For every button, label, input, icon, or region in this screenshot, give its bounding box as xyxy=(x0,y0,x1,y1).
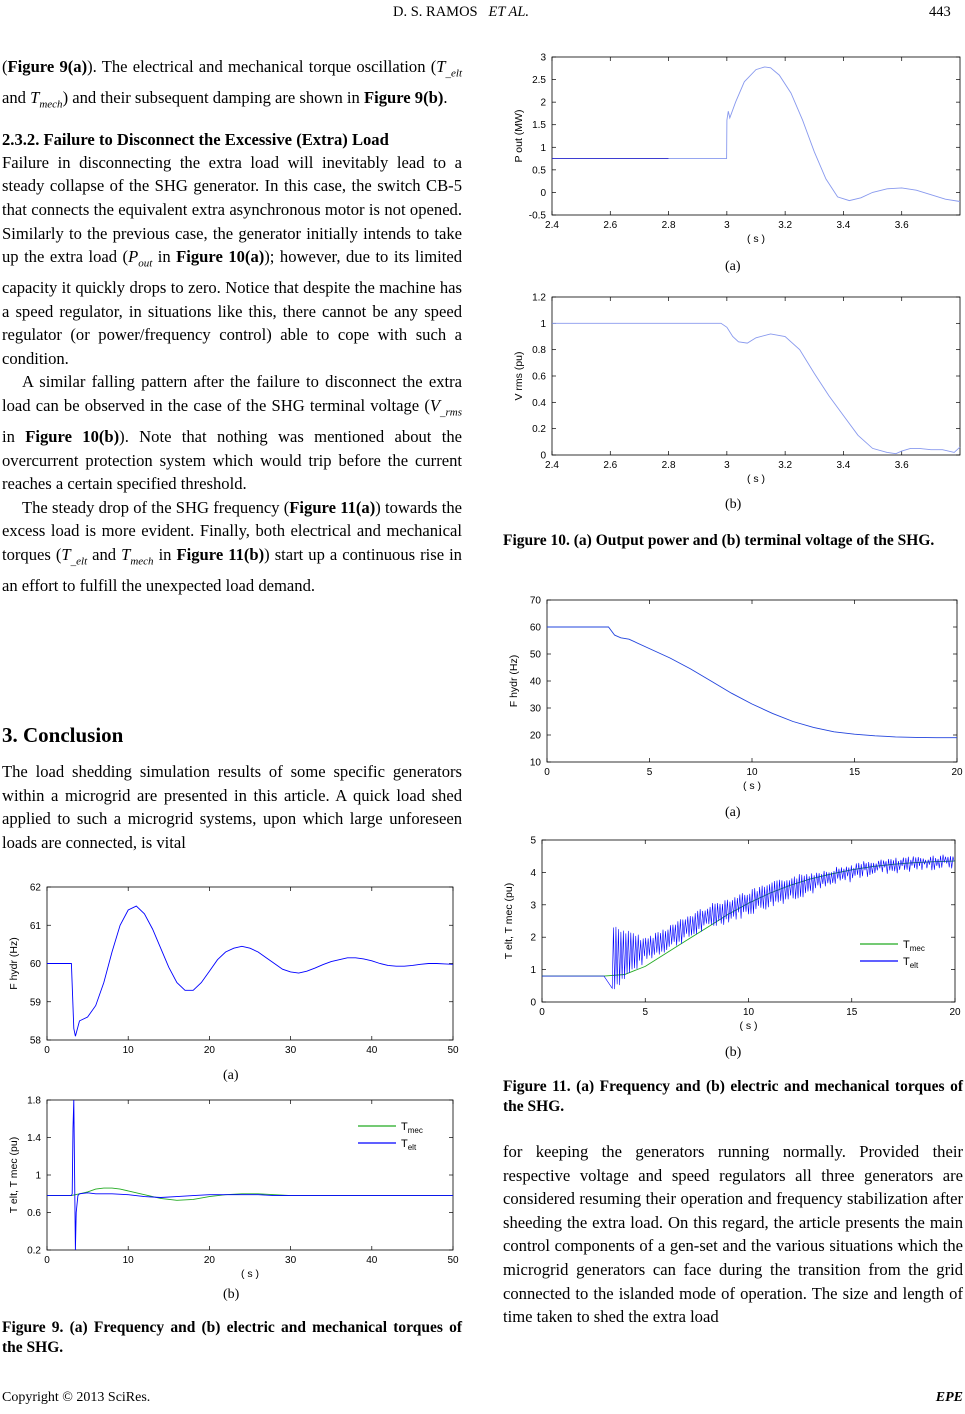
y-tick-label: 50 xyxy=(529,649,541,661)
y-tick-label: 2.5 xyxy=(532,75,546,87)
y-tick-label: 1 xyxy=(35,1170,41,1182)
y-tick-label: -0.5 xyxy=(528,210,546,222)
y-axis-label: P out (MW) xyxy=(513,109,525,163)
x-axis-label: ( s ) xyxy=(742,780,762,792)
x-tick-label: 3 xyxy=(724,220,730,231)
x-tick-label: 0 xyxy=(44,1255,50,1266)
y-tick-label: 30 xyxy=(529,703,541,715)
x-tick-label: 20 xyxy=(203,1045,215,1056)
x-tick-label: 15 xyxy=(846,1007,858,1018)
x-tick-label: 2.8 xyxy=(661,460,676,471)
figure-11a-frequency-chart xyxy=(495,588,965,798)
text-run: ); however, due to its limited capacity it quickly drops to zero. Notice that despite the machine has a speed regulator, in situations like this, there cannot be any speed regulator (or power/frequency control) able to cope with such a condition. xyxy=(2,247,463,368)
x-tick-label: 3.2 xyxy=(778,220,793,231)
section-heading-2-3-2: 2.3.2. Failure to Disconnect the Excessive (Extra) Load xyxy=(2,129,389,149)
text-run: Figure 9(b) xyxy=(363,87,444,107)
text-run: P xyxy=(128,247,139,267)
x-tick-label: 50 xyxy=(447,1045,459,1056)
y-tick-label: 2 xyxy=(530,932,536,944)
y-tick-label: 1.8 xyxy=(27,1095,41,1107)
x-axis-label: ( s ) xyxy=(746,473,766,485)
x-tick-label: 5 xyxy=(642,1007,649,1018)
text-run: mech xyxy=(39,98,63,111)
x-axis-label: ( s ) xyxy=(739,1020,758,1032)
x-tick-label: 20 xyxy=(949,1007,961,1018)
legend-entry: $T_{elt}$ xyxy=(903,956,919,970)
figure-10a-label: (a) xyxy=(725,259,741,274)
text-run: _rms xyxy=(439,406,462,419)
plot-frame xyxy=(47,887,453,1040)
text-run: T xyxy=(30,87,40,107)
y-tick-label: 0.2 xyxy=(27,1245,41,1257)
x-tick-label: 15 xyxy=(848,767,861,778)
y-axis-label: T elt, T mec (pu) xyxy=(8,1136,20,1214)
text-run: ) start up a continuous rise in an effort to fulfill the unexpected load demand. xyxy=(2,544,462,595)
y-tick-label: 3 xyxy=(530,900,536,912)
y-tick-label: 0.2 xyxy=(532,424,546,436)
paragraph-fig9-ref xyxy=(2,55,462,117)
y-tick-label: 60 xyxy=(529,622,541,634)
x-tick-label: 10 xyxy=(122,1255,134,1266)
x-tick-label: 0 xyxy=(544,767,550,778)
paragraph-voltage xyxy=(2,370,462,495)
y-tick-label: 62 xyxy=(29,882,41,894)
x-tick-label: 2.6 xyxy=(603,460,618,471)
y-axis-label: F hydr (Hz) xyxy=(508,654,520,708)
text-run: The steady drop of the SHG frequency ( xyxy=(22,497,290,517)
y-tick-label: 0.8 xyxy=(532,345,546,357)
running-header-authors: D. S. RAMOS ET AL. xyxy=(393,4,530,20)
y-tick-label: 1 xyxy=(530,965,536,977)
text-run: ( xyxy=(2,57,8,76)
figure-9-caption: Figure 9. (a) Frequency and (b) electric and mechanical torques of the SHG. xyxy=(2,1319,462,1356)
text-run: Figure 11(a) xyxy=(289,497,376,517)
figure-10b-label: (b) xyxy=(725,497,742,512)
x-axis-label: ( s ) xyxy=(746,233,766,245)
x-tick-label: 10 xyxy=(746,767,758,778)
x-tick-label: 3.4 xyxy=(836,220,851,231)
x-tick-label: 2.4 xyxy=(545,460,559,471)
figure-10-caption: Figure 10. (a) Output power and (b) terminal voltage of the SHG. xyxy=(503,532,935,549)
figure-11a-label: (a) xyxy=(725,805,741,820)
y-axis-label: F hydr (Hz) xyxy=(8,937,20,990)
figure-10b-voltage-chart xyxy=(495,285,965,490)
legend-entry: $T_{mec}$ xyxy=(903,939,925,953)
y-axis-label: V rms (pu) xyxy=(513,351,525,401)
y-tick-label: 3 xyxy=(540,52,546,64)
paragraph-frequency xyxy=(2,496,462,598)
x-tick-label: 40 xyxy=(366,1255,378,1266)
x-tick-label: 3 xyxy=(724,460,730,471)
conclusion-text: The load shedding simulation results of some specific generators within a microgrid are presented in this article. A quick load shed applied to such a microgrid systems, upon which large unforeseen loads are connected, is vital xyxy=(2,762,462,852)
y-tick-label: 0 xyxy=(530,997,536,1009)
text-run: and xyxy=(2,87,31,107)
text-run: out xyxy=(138,257,153,270)
y-tick-label: 1.4 xyxy=(27,1133,41,1144)
x-tick-label: 30 xyxy=(285,1045,297,1056)
y-tick-label: 20 xyxy=(529,730,541,742)
y-axis-label: T elt, T mec (pu) xyxy=(503,882,515,960)
y-tick-label: 59 xyxy=(29,997,41,1009)
x-tick-label: 0 xyxy=(539,1007,545,1018)
x-tick-label: 30 xyxy=(285,1255,297,1266)
y-tick-label: 0.6 xyxy=(27,1208,41,1219)
y-tick-label: 58 xyxy=(29,1035,41,1047)
text-run: Figure 10(a) xyxy=(176,247,265,267)
y-tick-label: 1 xyxy=(540,318,546,330)
x-tick-label: 40 xyxy=(366,1045,378,1056)
text-run: T xyxy=(61,544,71,564)
figure-9b-label: (b) xyxy=(223,1287,240,1302)
y-tick-label: 4 xyxy=(530,867,536,879)
figure-11b-label: (b) xyxy=(725,1045,742,1060)
right-paragraph: for keeping the generators running normally. Provided their respective voltage and speed regulators all three generators are considered resuming their operation and frequency stabilization after sheeding the extra load. On this regard, the article presents the main control components of a gen-set and the various situations which the microgrid generators can face during the transition from the grid connected to the islanded mode of operation. The size and length of time taken to shed the extra load xyxy=(503,1142,963,1327)
y-tick-label: 10 xyxy=(529,757,541,769)
text-run: T xyxy=(121,544,131,564)
figure-9a-label: (a) xyxy=(223,1068,239,1083)
text-run: Figure 9(a) xyxy=(7,57,88,76)
x-tick-label: 2.6 xyxy=(603,220,618,231)
footer-copyright: Copyright © 2013 SciRes. xyxy=(2,1390,151,1405)
x-tick-label: 10 xyxy=(742,1007,755,1018)
x-tick-label: 50 xyxy=(447,1255,459,1266)
text-run: in xyxy=(153,544,177,564)
x-tick-label: 20 xyxy=(951,767,963,778)
text-run: ) towards the excess load is more evident. Finally, both electrical and mechanical torques ( xyxy=(2,497,462,564)
x-axis-label: ( s ) xyxy=(240,1268,260,1280)
footer-journal: EPE xyxy=(935,1390,963,1405)
x-tick-label: 2.8 xyxy=(661,220,676,231)
x-tick-label: 3.4 xyxy=(836,460,851,471)
text-run: mech xyxy=(130,555,154,568)
text-run: in xyxy=(2,426,26,446)
plot-frame xyxy=(547,600,957,762)
x-tick-label: 5 xyxy=(646,767,653,778)
x-tick-label: 20 xyxy=(203,1255,215,1266)
conclusion-heading: 3. Conclusion xyxy=(2,723,124,747)
y-tick-label: 2 xyxy=(540,97,546,109)
text-run: and xyxy=(87,544,122,564)
text-run: Failure in disconnecting the extra load will inevitably lead to a steady collapse of the SHG generator. In this case, the switch CB-5 that connects the equivalent extra asynchronous motor is not opened. Similarly to the previous case, the generator initially intends to take up the extra load ( xyxy=(2,152,462,267)
legend-entry: $T_{elt}$ xyxy=(401,1138,417,1152)
figure-11b-torque-chart xyxy=(495,828,965,1038)
text-run: _elt xyxy=(445,67,463,80)
text-run: . xyxy=(443,87,448,107)
text-run: T xyxy=(436,57,446,76)
plot-frame xyxy=(552,57,960,215)
figure-9a-frequency-chart xyxy=(0,875,465,1060)
y-tick-label: 0.6 xyxy=(532,371,546,383)
figure-11-caption: Figure 11. (a) Frequency and (b) electric and mechanical torques of the SHG. xyxy=(503,1078,963,1115)
text-run: ). The electrical and mechanical torque oscillation ( xyxy=(87,57,437,76)
x-tick-label: 0 xyxy=(44,1045,50,1056)
x-tick-label: 3.2 xyxy=(778,460,793,471)
y-tick-label: 1 xyxy=(540,142,546,154)
page-number: 443 xyxy=(929,4,951,20)
figure-10a-power-chart xyxy=(495,45,965,255)
y-tick-label: 70 xyxy=(529,595,541,607)
x-tick-label: 2.4 xyxy=(545,220,559,231)
plot-frame xyxy=(47,1100,453,1250)
x-tick-label: 3.6 xyxy=(894,460,909,471)
y-tick-label: 0 xyxy=(540,187,546,199)
y-tick-label: 5 xyxy=(530,835,536,847)
text-run: Figure 11(b) xyxy=(176,544,265,564)
figure-9b-torque-chart xyxy=(0,1088,465,1283)
y-tick-label: 61 xyxy=(29,920,41,932)
paragraph-failure xyxy=(2,151,462,371)
legend-entry: $T_{mec}$ xyxy=(401,1121,423,1135)
y-tick-label: 1.2 xyxy=(532,292,546,304)
y-tick-label: 0.4 xyxy=(532,397,546,409)
x-tick-label: 3.6 xyxy=(894,220,909,231)
text-run: ). Note that nothing was mentioned about the overcurrent protection system which would trip before the current reaches a certain specified threshold. xyxy=(2,426,463,494)
text-run: Figure 10(b) xyxy=(25,426,120,446)
y-tick-label: 40 xyxy=(529,676,541,688)
plot-frame xyxy=(552,297,960,455)
x-tick-label: 10 xyxy=(122,1045,134,1056)
text-run: ) and their subsequent damping are shown in xyxy=(62,87,364,107)
y-tick-label: 60 xyxy=(29,959,41,970)
y-tick-label: 1.5 xyxy=(532,120,546,132)
text-run: V xyxy=(429,396,440,416)
y-tick-label: 0 xyxy=(540,450,546,462)
text-run: _elt xyxy=(70,555,88,568)
text-run: A similar falling pattern after the failure to disconnect the extra load can be observed in the case of the SHG terminal voltage ( xyxy=(2,372,462,416)
text-run: in xyxy=(152,247,177,267)
y-tick-label: 0.5 xyxy=(532,165,546,177)
